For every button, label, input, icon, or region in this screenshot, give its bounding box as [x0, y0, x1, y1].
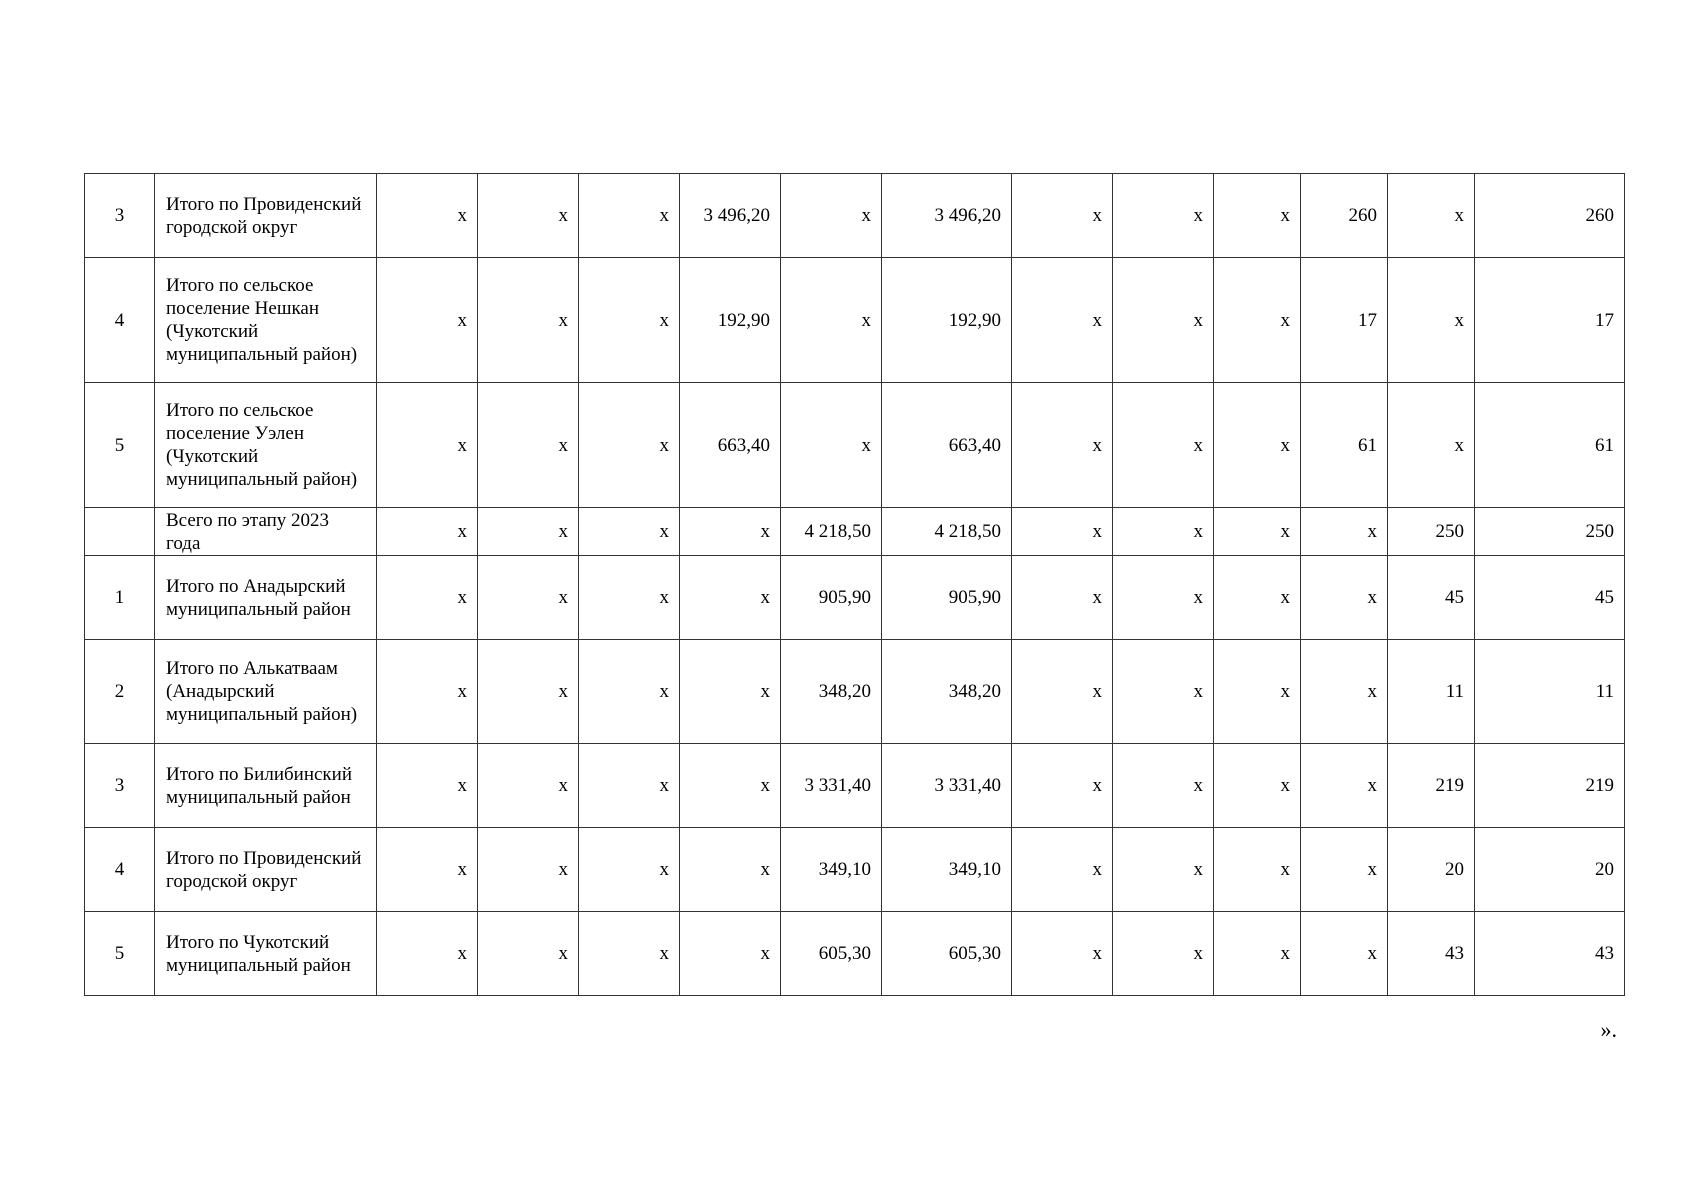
- value-cell: х: [680, 912, 781, 996]
- value-cell: 663,40: [680, 383, 781, 508]
- value-cell: х: [579, 556, 680, 640]
- value-cell: 260: [1475, 174, 1625, 258]
- value-cell: х: [1012, 744, 1113, 828]
- row-name-cell: Итого по Провиденский городской округ: [155, 828, 377, 912]
- value-cell: 45: [1388, 556, 1475, 640]
- value-cell: х: [1113, 556, 1214, 640]
- value-cell: х: [1113, 174, 1214, 258]
- value-cell: х: [478, 556, 579, 640]
- row-number-cell: 3: [85, 744, 155, 828]
- value-cell: х: [781, 258, 882, 383]
- row-name-cell: Итого по Анадырский муниципальный район: [155, 556, 377, 640]
- value-cell: х: [377, 174, 478, 258]
- value-cell: 20: [1388, 828, 1475, 912]
- value-cell: 11: [1475, 640, 1625, 744]
- value-cell: х: [478, 744, 579, 828]
- table-row: [85, 383, 1625, 508]
- row-name-cell: Всего по этапу 2023 года: [155, 508, 377, 556]
- value-cell: х: [478, 828, 579, 912]
- value-cell: 663,40: [882, 383, 1012, 508]
- row-name-cell: Итого по Чукотский муниципальный район: [155, 912, 377, 996]
- value-cell: х: [478, 174, 579, 258]
- row-number-cell: 5: [85, 912, 155, 996]
- value-cell: 349,10: [882, 828, 1012, 912]
- value-cell: х: [579, 744, 680, 828]
- value-cell: 3 331,40: [882, 744, 1012, 828]
- value-cell: х: [1214, 383, 1301, 508]
- value-cell: 4 218,50: [882, 508, 1012, 556]
- value-cell: 192,90: [680, 258, 781, 383]
- value-cell: х: [1012, 828, 1113, 912]
- table-row: [85, 174, 1625, 258]
- value-cell: х: [1301, 556, 1388, 640]
- value-cell: х: [478, 258, 579, 383]
- value-cell: х: [579, 258, 680, 383]
- value-cell: х: [579, 383, 680, 508]
- row-number-cell: 1: [85, 556, 155, 640]
- row-name-cell: Итого по Алькатваам (Анадырский муниципальный район): [155, 640, 377, 744]
- value-cell: х: [377, 258, 478, 383]
- value-cell: х: [579, 508, 680, 556]
- table-row: [85, 556, 1625, 640]
- value-cell: 250: [1475, 508, 1625, 556]
- value-cell: 348,20: [882, 640, 1012, 744]
- value-cell: х: [579, 828, 680, 912]
- row-number-cell: 3: [85, 174, 155, 258]
- value-cell: х: [1214, 508, 1301, 556]
- value-cell: 905,90: [781, 556, 882, 640]
- value-cell: 43: [1388, 912, 1475, 996]
- value-cell: х: [1301, 828, 1388, 912]
- value-cell: х: [1113, 912, 1214, 996]
- value-cell: х: [781, 383, 882, 508]
- value-cell: 605,30: [781, 912, 882, 996]
- value-cell: х: [478, 640, 579, 744]
- value-cell: х: [1012, 556, 1113, 640]
- row-number-cell: 4: [85, 828, 155, 912]
- row-name-cell: Итого по сельское поселение Нешкан (Чукотский муниципальный район): [155, 258, 377, 383]
- value-cell: 17: [1301, 258, 1388, 383]
- value-cell: 61: [1301, 383, 1388, 508]
- value-cell: х: [680, 744, 781, 828]
- row-name-cell: Итого по Билибинский муниципальный район: [155, 744, 377, 828]
- table-body: [85, 174, 1625, 996]
- value-cell: х: [377, 828, 478, 912]
- value-cell: х: [680, 556, 781, 640]
- row-number-cell: 2: [85, 640, 155, 744]
- value-cell: 20: [1475, 828, 1625, 912]
- value-cell: х: [377, 508, 478, 556]
- value-cell: х: [1214, 744, 1301, 828]
- value-cell: 219: [1388, 744, 1475, 828]
- data-table: [84, 173, 1625, 996]
- value-cell: х: [1388, 258, 1475, 383]
- value-cell: х: [1012, 174, 1113, 258]
- value-cell: х: [478, 508, 579, 556]
- value-cell: 260: [1301, 174, 1388, 258]
- row-number-cell: [85, 508, 155, 556]
- value-cell: х: [1214, 556, 1301, 640]
- value-cell: х: [1214, 828, 1301, 912]
- value-cell: х: [377, 383, 478, 508]
- value-cell: х: [1012, 508, 1113, 556]
- table-row: [85, 828, 1625, 912]
- value-cell: х: [1388, 383, 1475, 508]
- row-number-cell: 4: [85, 258, 155, 383]
- value-cell: х: [1301, 912, 1388, 996]
- value-cell: 348,20: [781, 640, 882, 744]
- value-cell: 192,90: [882, 258, 1012, 383]
- value-cell: х: [1012, 912, 1113, 996]
- value-cell: х: [781, 174, 882, 258]
- table-row: [85, 640, 1625, 744]
- row-name-cell: Итого по сельское поселение Уэлен (Чукотский муниципальный район): [155, 383, 377, 508]
- value-cell: х: [1301, 508, 1388, 556]
- value-cell: 3 496,20: [680, 174, 781, 258]
- value-cell: х: [1214, 258, 1301, 383]
- value-cell: х: [1113, 258, 1214, 383]
- value-cell: 905,90: [882, 556, 1012, 640]
- value-cell: х: [1113, 744, 1214, 828]
- value-cell: 61: [1475, 383, 1625, 508]
- value-cell: х: [1214, 912, 1301, 996]
- value-cell: х: [680, 508, 781, 556]
- value-cell: х: [377, 744, 478, 828]
- value-cell: х: [1012, 383, 1113, 508]
- value-cell: х: [1214, 640, 1301, 744]
- value-cell: х: [1113, 828, 1214, 912]
- value-cell: х: [579, 174, 680, 258]
- value-cell: х: [680, 828, 781, 912]
- row-name-cell: Итого по Провиденский городской округ: [155, 174, 377, 258]
- value-cell: х: [1012, 258, 1113, 383]
- table-row: [85, 744, 1625, 828]
- value-cell: х: [377, 556, 478, 640]
- value-cell: х: [1012, 640, 1113, 744]
- value-cell: х: [1113, 508, 1214, 556]
- value-cell: 605,30: [882, 912, 1012, 996]
- value-cell: х: [1301, 640, 1388, 744]
- table-row: [85, 912, 1625, 996]
- value-cell: х: [1113, 383, 1214, 508]
- value-cell: х: [1214, 174, 1301, 258]
- value-cell: х: [579, 640, 680, 744]
- value-cell: 11: [1388, 640, 1475, 744]
- value-cell: 43: [1475, 912, 1625, 996]
- value-cell: 45: [1475, 556, 1625, 640]
- value-cell: х: [377, 912, 478, 996]
- value-cell: х: [579, 912, 680, 996]
- value-cell: 4 218,50: [781, 508, 882, 556]
- value-cell: х: [478, 912, 579, 996]
- table-row: [85, 508, 1625, 556]
- value-cell: 3 331,40: [781, 744, 882, 828]
- value-cell: х: [1113, 640, 1214, 744]
- value-cell: 349,10: [781, 828, 882, 912]
- value-cell: 17: [1475, 258, 1625, 383]
- value-cell: х: [1301, 744, 1388, 828]
- value-cell: х: [1388, 174, 1475, 258]
- value-cell: 250: [1388, 508, 1475, 556]
- table-row: [85, 258, 1625, 383]
- value-cell: х: [377, 640, 478, 744]
- value-cell: 219: [1475, 744, 1625, 828]
- value-cell: х: [478, 383, 579, 508]
- value-cell: х: [680, 640, 781, 744]
- closing-quote-mark: ».: [1600, 1017, 1617, 1042]
- row-number-cell: 5: [85, 383, 155, 508]
- value-cell: 3 496,20: [882, 174, 1012, 258]
